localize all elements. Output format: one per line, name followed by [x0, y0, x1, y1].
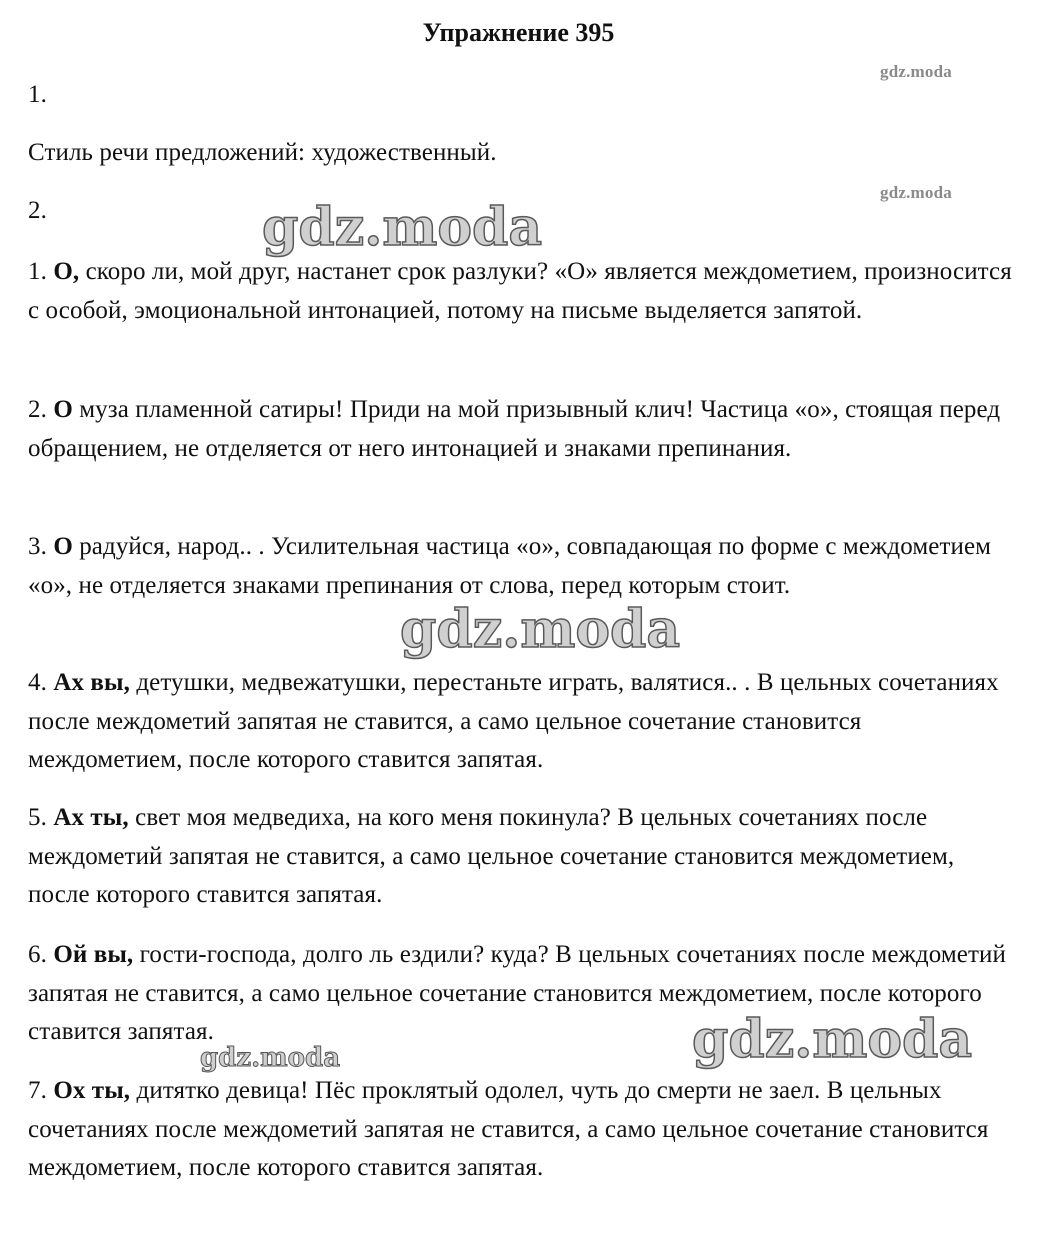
list-item — [28, 936, 1013, 1052]
item-text: детушки, медвежатушки, перестаньте играть, валятися.. . В цельных сочетаниях после междометий запятая не ставится, а само цельное сочетание становится междометием, после которого ставится запятая. — [28, 669, 999, 773]
item-number: 4. — [28, 669, 47, 696]
item-bold-word: Ах ты, — [53, 804, 129, 831]
list-item — [28, 391, 1013, 468]
item-bold-word: Ох ты, — [53, 1077, 131, 1104]
item-bold-word: О — [53, 533, 73, 560]
item-text: свет моя медведиха, на кого меня покинула? В цельных сочетаниях после междометий запятая не ставится, а само цельное сочетание становится междометием, после которого ставится запятая. — [28, 804, 955, 908]
watermark-large: gdz.moda — [262, 197, 543, 258]
list-item — [28, 799, 1013, 915]
item-bold-word: Ой вы, — [53, 941, 134, 968]
style-statement: Стиль речи предложений: художественный. — [28, 139, 497, 166]
list-item — [28, 664, 1013, 780]
item-text: дитятко девица! Пёс проклятый одолел, чуть до смерти не заел. В цельных сочетаниях после междометий запятая не ставится, а само цельное сочетание становится междометием, после которого ставится запятая. — [28, 1077, 989, 1181]
item-bold-word: О — [53, 396, 73, 423]
page-title: Упражнение 395 — [422, 18, 615, 47]
item-number: 7. — [28, 1077, 47, 1104]
watermark-large: gdz.moda — [692, 1009, 973, 1070]
item-number: 3. — [28, 533, 47, 560]
watermark-medium: gdz.moda — [200, 1043, 341, 1073]
watermark-small: gdz.moda — [880, 62, 952, 81]
item-bold-word: Ах вы, — [53, 669, 130, 696]
list-item — [28, 528, 1013, 605]
list-item — [28, 1072, 1013, 1188]
item-bold-word: О, — [53, 258, 80, 285]
item-number: 2. — [28, 396, 47, 423]
watermark-large: gdz.moda — [400, 599, 681, 660]
section-1-number: 1. — [28, 81, 47, 108]
item-number: 5. — [28, 804, 47, 831]
item-text: гости-господа, долго ль ездили? куда? В цельных сочетаниях после междометий запятая не ставится, а само цельное сочетание становится междометием, после которого ставится запятая. — [28, 941, 1006, 1045]
list-item — [28, 253, 1013, 330]
item-text: муза пламенной сатиры! Приди на мой призывный клич! Частица «о», стоящая перед обращением, не отделяется от него интонацией и знаками препинания. — [28, 396, 1001, 462]
section-2-number: 2. — [28, 197, 47, 224]
item-number: 6. — [28, 941, 47, 968]
item-text: скоро ли, мой друг, настанет срок разлуки? «О» является междометием, произносится с особой, эмоциональной интонацией, потому на письме выделяется запятой. — [28, 258, 1012, 324]
item-text: радуйся, народ.. . Усилительная частица «о», совпадающая по форме с междометием «о», не отделяется знаками препинания от слова, перед которым стоит. — [28, 533, 992, 599]
watermark-small: gdz.moda — [880, 183, 952, 202]
item-number: 1. — [28, 258, 47, 285]
